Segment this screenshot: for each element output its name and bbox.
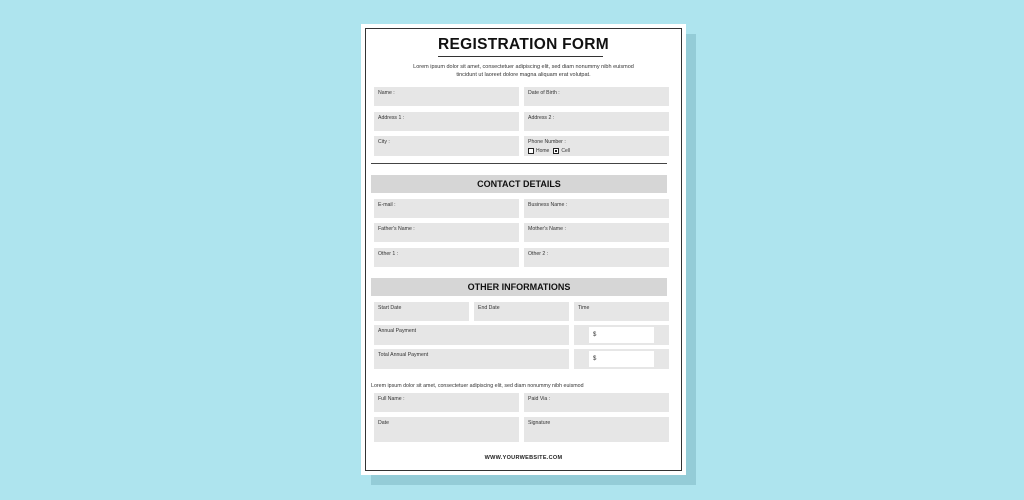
annual-payment-input[interactable]	[589, 327, 654, 343]
email-label: E-mail :	[378, 202, 396, 208]
annual-payment-amount-cell	[574, 325, 669, 345]
full-name-label: Full Name :	[378, 396, 405, 402]
name-label: Name :	[378, 90, 395, 96]
signature-field[interactable]	[524, 417, 669, 442]
start-date-label: Start Date	[378, 305, 402, 311]
intro-text	[381, 64, 666, 79]
business-name-field[interactable]	[524, 199, 669, 218]
form-title: REGISTRATION FORM	[438, 36, 609, 53]
mothers-name-field[interactable]	[524, 223, 669, 242]
registration-form-sheet	[361, 24, 686, 475]
address1-field[interactable]	[374, 112, 519, 131]
address2-label: Address 2 :	[528, 115, 555, 121]
phone-field[interactable]	[524, 136, 669, 156]
city-label: City :	[378, 139, 390, 145]
address1-label: Address 1 :	[378, 115, 405, 121]
annual-payment-row	[374, 325, 569, 345]
total-annual-payment-row	[374, 349, 569, 369]
start-date-field[interactable]	[374, 302, 469, 321]
annual-currency-symbol: $	[593, 332, 597, 338]
total-annual-payment-label: Total Annual Payment	[378, 352, 429, 358]
dob-field[interactable]	[524, 87, 669, 106]
city-field[interactable]	[374, 136, 519, 156]
end-date-label: End Date	[478, 305, 500, 311]
total-payment-amount-cell	[574, 349, 669, 369]
signature-label: Signature	[528, 420, 551, 426]
time-field[interactable]	[574, 302, 669, 321]
other2-label: Other 2 :	[528, 251, 549, 257]
phone-type-options	[528, 148, 570, 154]
footer-note: Lorem ipsum dolor sit amet, consectetuer adipiscing elit, sed diam nonummy nibh euismod	[371, 383, 584, 389]
address2-field[interactable]	[524, 112, 669, 131]
intro-line-1: Lorem ipsum dolor sit amet, consectetuer adipiscing elit, sed diam nonummy nibh euismod	[413, 64, 634, 70]
website-url: WWW.YOURWEBSITE.COM	[484, 455, 563, 461]
annual-payment-label: Annual Payment	[378, 328, 417, 334]
time-label: Time	[578, 305, 590, 311]
dob-label: Date of Birth :	[528, 90, 560, 96]
intro-line-2: tincidunt ut laoreet dolore magna aliquam erat volutpat.	[456, 71, 591, 78]
other2-field[interactable]	[524, 248, 669, 267]
date-field[interactable]	[374, 417, 519, 442]
phone-label: Phone Number :	[528, 139, 566, 145]
cell-option-label: Cell	[561, 148, 570, 154]
full-name-field[interactable]	[374, 393, 519, 412]
date-label: Date	[378, 420, 389, 426]
mothers-name-label: Mother's Name :	[528, 226, 566, 232]
contact-details-heading: CONTACT DETAILS	[371, 175, 667, 193]
section-divider	[371, 163, 667, 164]
other-informations-heading: OTHER INFORMATIONS	[371, 278, 667, 296]
paid-via-field[interactable]	[524, 393, 669, 412]
end-date-field[interactable]	[474, 302, 569, 321]
cell-checkbox[interactable]	[553, 148, 559, 154]
fathers-name-label: Father's Name :	[378, 226, 415, 232]
email-field[interactable]	[374, 199, 519, 218]
total-annual-payment-input[interactable]	[589, 351, 654, 367]
business-name-label: Business Name :	[528, 202, 568, 208]
title-underline	[438, 56, 603, 57]
other1-label: Other 1 :	[378, 251, 399, 257]
name-field[interactable]	[374, 87, 519, 106]
paid-via-label: Paid Via :	[528, 396, 551, 402]
total-currency-symbol: $	[593, 356, 597, 362]
home-checkbox[interactable]	[528, 148, 534, 154]
fathers-name-field[interactable]	[374, 223, 519, 242]
home-option-label: Home	[536, 148, 550, 154]
other1-field[interactable]	[374, 248, 519, 267]
